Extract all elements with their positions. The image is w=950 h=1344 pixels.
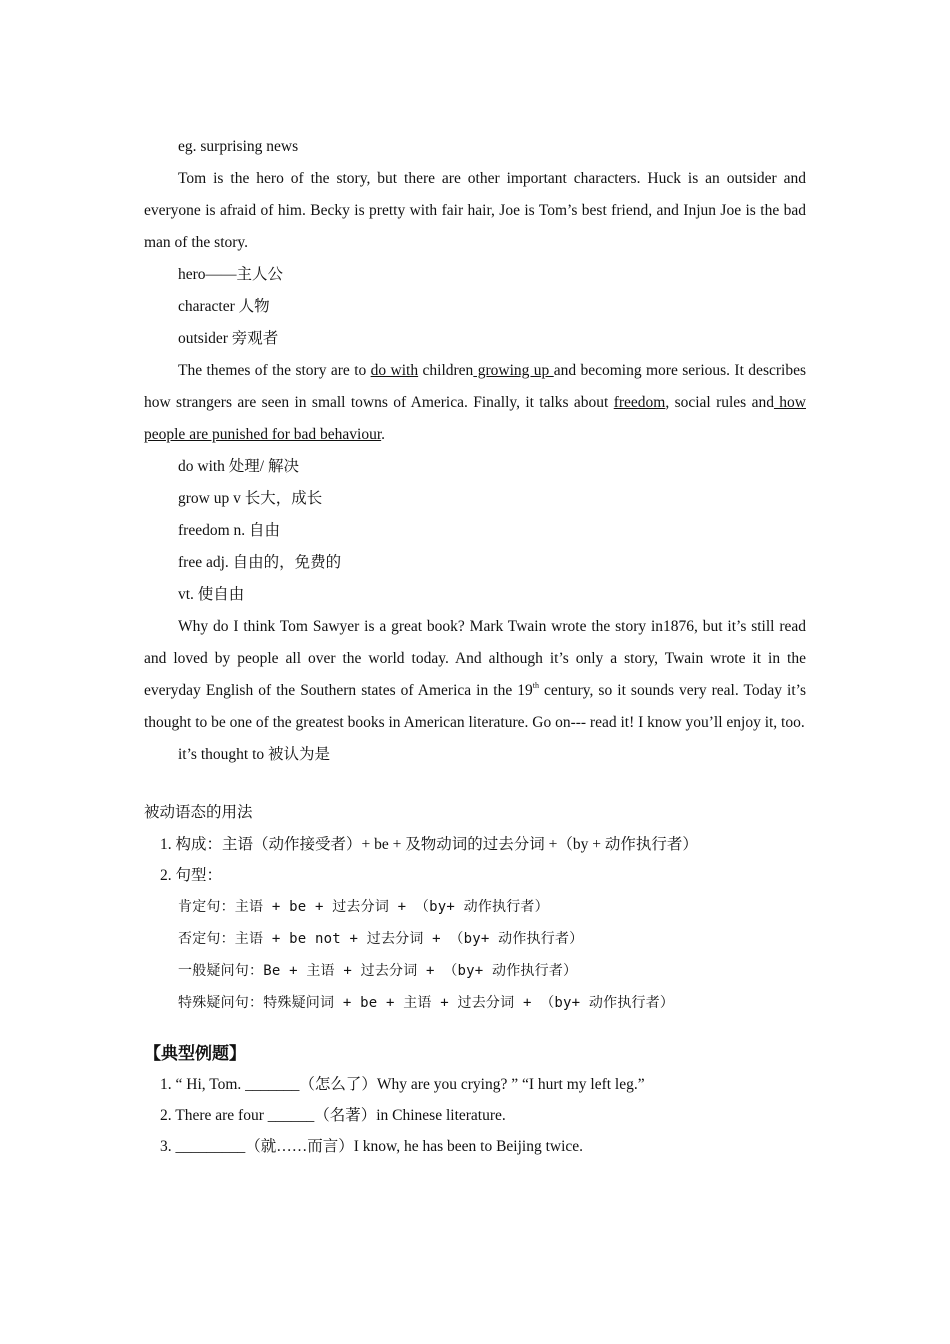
example-item: 3. _________（就……而言）I know, he has been to Beijing twice. [160,1138,584,1155]
note-free-verb: vt. 使自由 [178,586,245,603]
text-span: children [418,362,474,379]
examples-heading: 【典型例题】 [144,1044,246,1064]
text-span: Why do I think Tom Sawyer is a great book? Mark Twain wrote the story in1876, but it’s still read and loved by people all over the world today. And although it’s only a story, Twain wrote it in the everyday English of the Southern states of America in the 19 [144,618,806,699]
example-item: 2. There are four ______（名著）in Chinese literature. [160,1107,506,1124]
grammar-structure: 1. 构成：主语（动作接受者）+ be + 及物动词的过去分词 +（by + 动作执行者） [160,836,698,853]
note-outsider: outsider 旁观者 [178,330,279,347]
text-span: . [381,426,386,443]
underlined-phrase: do with [370,362,419,379]
paragraph-themes [144,355,806,451]
note-grow-up: grow up v 长大，成长 [178,490,323,507]
note-do-with: do with 处理/ 解决 [178,458,299,475]
underlined-phrase: freedom [613,394,666,411]
paragraph-why-great [144,611,806,739]
document-page [144,131,806,1162]
example-item: 1. “ Hi, Tom. _______（怎么了）Why are you crying? ” “I hurt my left leg.” [160,1076,645,1093]
underlined-phrase: how people are punished for bad behaviour [144,394,806,443]
text-span: and becoming more serious. It describes how strangers are seen in small towns of America. Finally, it talks about [144,362,806,411]
note-thought-to: it’s thought to 被认为是 [178,746,330,763]
note-freedom: freedom n. 自由 [178,522,281,539]
pattern-negative: 否定句：主语 + be not + 过去分词 + （by+ 动作执行者） [178,931,584,947]
pattern-affirmative: 肯定句：主语 + be + 过去分词 + （by+ 动作执行者） [178,899,549,915]
superscript: th [532,681,539,690]
note-free: free adj. 自由的，免费的 [178,554,342,571]
vocab-example: eg. surprising news [178,138,299,155]
note-character: character 人物 [178,298,270,315]
text-span: century, so it sounds very real. Today it’s thought to be one of the greatest books in American literature. Go on--- read it! I know you’ll enjoy it, too. [144,682,806,731]
spacer [144,771,806,797]
text-span: The themes of the story are to [178,362,371,379]
grammar-patterns-label: 2. 句型： [160,867,223,884]
grammar-title: 被动语态的用法 [144,804,253,821]
underlined-phrase: growing up [473,362,554,379]
text-span: , social rules and [665,394,774,411]
paragraph-characters: Tom is the hero of the story, but there are other important characters. Huck is an outsider and everyone is afraid of him. Becky is pretty with fair hair, Joe is Tom’s best friend, and Injun Joe is the bad man of the story. [144,170,806,251]
note-hero: hero——主人公 [178,266,284,283]
pattern-yes-no-question: 一般疑问句：Be + 主语 + 过去分词 + （by+ 动作执行者） [178,963,578,979]
pattern-wh-question: 特殊疑问句：特殊疑问词 + be + 主语 + 过去分词 + （by+ 动作执行者） [178,995,675,1011]
